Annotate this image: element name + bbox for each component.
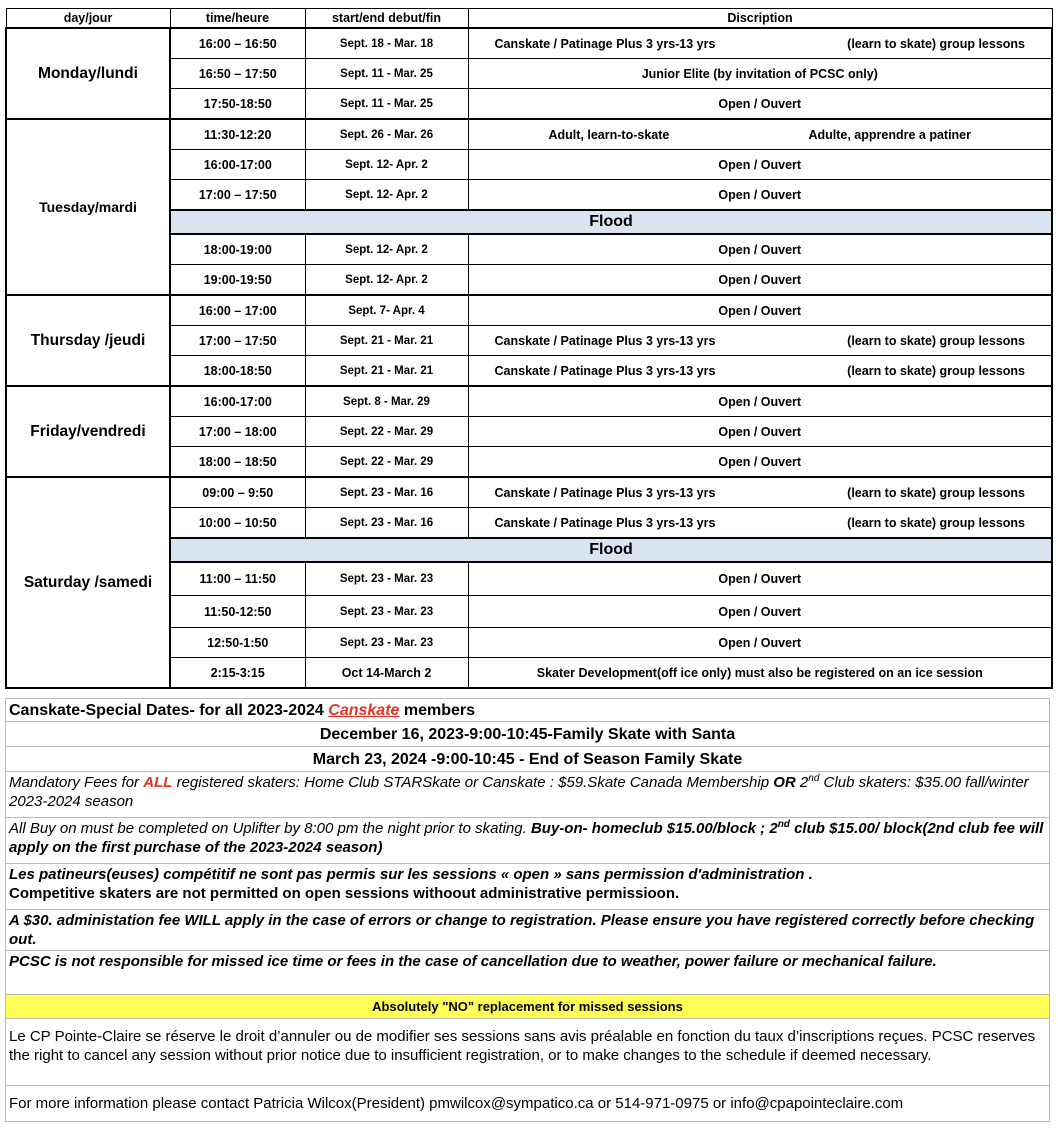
description-cell: Open / Ouvert bbox=[468, 89, 1052, 120]
canskate-label: Canskate / Patinage Plus 3 yrs-13 yrs bbox=[494, 515, 716, 530]
time-cell: 09:00 – 9:50 bbox=[170, 477, 305, 508]
canskate-label: Canskate / Patinage Plus 3 yrs-13 yrs bbox=[494, 363, 716, 378]
time-cell: 17:00 – 18:00 bbox=[170, 417, 305, 447]
group-lessons-label: (learn to skate) group lessons bbox=[847, 36, 1025, 51]
fees-all: ALL bbox=[143, 774, 173, 791]
description-cell: Open / Ouvert bbox=[468, 265, 1052, 296]
dates-cell: Sept. 8 - Mar. 29 bbox=[305, 386, 468, 417]
mandatory-fees-note bbox=[5, 772, 1050, 818]
day-monday: Monday/lundi bbox=[6, 28, 170, 119]
notes-section bbox=[5, 698, 1050, 1122]
day-tuesday: Tuesday/mardi bbox=[6, 119, 170, 295]
time-cell: 16:00 – 16:50 bbox=[170, 28, 305, 59]
dates-cell: Sept. 21 - Mar. 21 bbox=[305, 326, 468, 356]
dates-cell: Sept. 7- Apr. 4 bbox=[305, 295, 468, 326]
canskate-link[interactable]: Canskate bbox=[328, 702, 400, 719]
day-friday: Friday/vendredi bbox=[6, 386, 170, 477]
description-cell: Open / Ouvert bbox=[468, 628, 1052, 658]
flood-label: Flood bbox=[170, 210, 1052, 234]
description-cell bbox=[468, 28, 1052, 59]
canskate-label: Canskate / Patinage Plus 3 yrs-13 yrs bbox=[494, 333, 716, 348]
no-replacement-banner: Absolutely "NO" replacement for missed sessions bbox=[5, 995, 1050, 1019]
fees-text: Club skaters: $35.00 fall/winter 2023-2024 season bbox=[9, 774, 1029, 810]
time-cell: 17:50-18:50 bbox=[170, 89, 305, 120]
time-cell: 11:30-12:20 bbox=[170, 119, 305, 150]
dates-cell: Sept. 11 - Mar. 25 bbox=[305, 89, 468, 120]
special-dates-suffix: members bbox=[399, 702, 476, 719]
table-row bbox=[6, 119, 1052, 150]
day-thursday: Thursday /jeudi bbox=[6, 295, 170, 386]
table-row bbox=[6, 28, 1052, 59]
header-dates: start/end debut/fin bbox=[305, 9, 468, 29]
time-cell: 16:00 – 17:00 bbox=[170, 295, 305, 326]
fees-text: Mandatory Fees for bbox=[9, 774, 144, 791]
dates-cell: Sept. 12- Apr. 2 bbox=[305, 234, 468, 265]
buy-on-note bbox=[5, 818, 1050, 864]
time-cell: 16:00-17:00 bbox=[170, 386, 305, 417]
admin-fee-note: A $30. administation fee WILL apply in the case of errors or change to registration. Please ensure you have registered correctly before checking out. bbox=[5, 910, 1050, 951]
competitive-fr: Les patineurs(euses) compétitif ne sont pas permis sur les sessions « open » sans permission d'administration . bbox=[9, 866, 813, 883]
competitive-en: Competitive skaters are not permitted on open sessions withoout administrative permissioon. bbox=[9, 885, 680, 902]
time-cell: 10:00 – 10:50 bbox=[170, 508, 305, 539]
canskate-label: Canskate / Patinage Plus 3 yrs-13 yrs bbox=[494, 36, 716, 51]
dates-cell: Sept. 22 - Mar. 29 bbox=[305, 417, 468, 447]
description-cell bbox=[468, 326, 1052, 356]
special-dates-heading bbox=[5, 698, 1050, 722]
dates-cell: Sept. 26 - Mar. 26 bbox=[305, 119, 468, 150]
special-dates-prefix: Canskate-Special Dates- for all 2023-2024 bbox=[9, 702, 329, 719]
description-cell: Open / Ouvert bbox=[468, 417, 1052, 447]
fees-text: registered skaters: Home Club STARSkate or Canskate : $59.Skate Canada Membership bbox=[172, 774, 774, 791]
group-lessons-label: (learn to skate) group lessons bbox=[847, 363, 1025, 378]
contact-note: For more information please contact Patricia Wilcox(President) pmwilcox@sympatico.ca or 514-971-0975 or info@cpapointeclaire.com bbox=[5, 1086, 1050, 1122]
adult-label: Adult, learn-to-skate bbox=[548, 127, 670, 142]
table-row bbox=[6, 386, 1052, 417]
dates-cell: Sept. 23 - Mar. 16 bbox=[305, 477, 468, 508]
group-lessons-label: (learn to skate) group lessons bbox=[847, 485, 1025, 500]
group-lessons-label: (learn to skate) group lessons bbox=[847, 515, 1025, 530]
description-cell bbox=[468, 119, 1052, 150]
dates-cell: Sept. 18 - Mar. 18 bbox=[305, 28, 468, 59]
adulte-label: Adulte, apprendre a patiner bbox=[808, 127, 971, 142]
dates-cell: Sept. 22 - Mar. 29 bbox=[305, 447, 468, 478]
time-cell: 18:00-19:00 bbox=[170, 234, 305, 265]
dates-cell: Sept. 23 - Mar. 23 bbox=[305, 596, 468, 628]
dates-cell: Sept. 23 - Mar. 23 bbox=[305, 562, 468, 596]
description-cell: Skater Development(off ice only) must also be registered on an ice session bbox=[468, 658, 1052, 689]
dates-cell: Sept. 23 - Mar. 16 bbox=[305, 508, 468, 539]
time-cell: 17:00 – 17:50 bbox=[170, 326, 305, 356]
schedule-table bbox=[5, 8, 1053, 689]
flood-label: Flood bbox=[170, 538, 1052, 562]
time-cell: 19:00-19:50 bbox=[170, 265, 305, 296]
special-date-end-season: March 23, 2024 -9:00-10:45 - End of Season Family Skate bbox=[5, 747, 1050, 772]
dates-cell: Sept. 12- Apr. 2 bbox=[305, 265, 468, 296]
time-cell: 12:50-1:50 bbox=[170, 628, 305, 658]
description-cell: Open / Ouvert bbox=[468, 596, 1052, 628]
description-cell: Junior Elite (by invitation of PCSC only) bbox=[468, 59, 1052, 89]
fees-or: OR bbox=[773, 774, 796, 791]
time-cell: 18:00 – 18:50 bbox=[170, 447, 305, 478]
buy-text: All Buy on must be completed on Uplifter by 8:00 pm the night prior to skating. bbox=[9, 820, 531, 837]
dates-cell: Sept. 23 - Mar. 23 bbox=[305, 628, 468, 658]
time-cell: 16:50 – 17:50 bbox=[170, 59, 305, 89]
time-cell: 2:15-3:15 bbox=[170, 658, 305, 689]
description-cell bbox=[468, 508, 1052, 539]
description-cell: Open / Ouvert bbox=[468, 234, 1052, 265]
dates-cell: Sept. 11 - Mar. 25 bbox=[305, 59, 468, 89]
group-lessons-label: (learn to skate) group lessons bbox=[847, 333, 1025, 348]
time-cell: 11:00 – 11:50 bbox=[170, 562, 305, 596]
description-cell bbox=[468, 356, 1052, 387]
time-cell: 16:00-17:00 bbox=[170, 150, 305, 180]
fees-superscript: nd bbox=[808, 773, 820, 784]
description-cell: Open / Ouvert bbox=[468, 447, 1052, 478]
dates-cell: Sept. 12- Apr. 2 bbox=[305, 150, 468, 180]
description-cell: Open / Ouvert bbox=[468, 295, 1052, 326]
dates-cell: Sept. 12- Apr. 2 bbox=[305, 180, 468, 211]
buy-bold: Buy-on- homeclub $15.00/block ; 2 bbox=[530, 820, 778, 837]
header-description: Discription bbox=[468, 9, 1052, 29]
table-row bbox=[6, 477, 1052, 508]
reserve-note: Le CP Pointe-Claire se réserve le droit d’annuler ou de modifier ses sessions sans avis préalable en fonction du taux d’inscriptions reçues. PCSC reserves the right to cancel any session without prior notice due to insufficient registration, or to make changes to the schedule if deemed necessary. bbox=[5, 1019, 1050, 1086]
dates-cell: Sept. 21 - Mar. 21 bbox=[305, 356, 468, 387]
responsibility-note: PCSC is not responsible for missed ice time or fees in the case of cancellation due to weather, power failure or mechanical failure. bbox=[5, 951, 1050, 995]
time-cell: 11:50-12:50 bbox=[170, 596, 305, 628]
day-saturday: Saturday /samedi bbox=[6, 477, 170, 688]
time-cell: 17:00 – 17:50 bbox=[170, 180, 305, 211]
description-cell: Open / Ouvert bbox=[468, 180, 1052, 211]
time-cell: 18:00-18:50 bbox=[170, 356, 305, 387]
description-cell: Open / Ouvert bbox=[468, 150, 1052, 180]
description-cell bbox=[468, 477, 1052, 508]
description-cell: Open / Ouvert bbox=[468, 562, 1052, 596]
dates-cell: Oct 14-March 2 bbox=[305, 658, 468, 689]
special-date-santa: December 16, 2023-9:00-10:45-Family Skate with Santa bbox=[5, 722, 1050, 747]
canskate-label: Canskate / Patinage Plus 3 yrs-13 yrs bbox=[494, 485, 716, 500]
header-day: day/jour bbox=[6, 9, 170, 29]
header-row bbox=[6, 9, 1052, 29]
competitive-note bbox=[5, 864, 1050, 910]
description-cell: Open / Ouvert bbox=[468, 386, 1052, 417]
buy-bold: club $15.00/ block(2nd club fee will apply on the first purchase of the 2023-2024 season) bbox=[9, 820, 1044, 856]
header-time: time/heure bbox=[170, 9, 305, 29]
table-row bbox=[6, 295, 1052, 326]
buy-superscript: nd bbox=[777, 819, 790, 830]
fees-text: 2 bbox=[795, 774, 809, 791]
